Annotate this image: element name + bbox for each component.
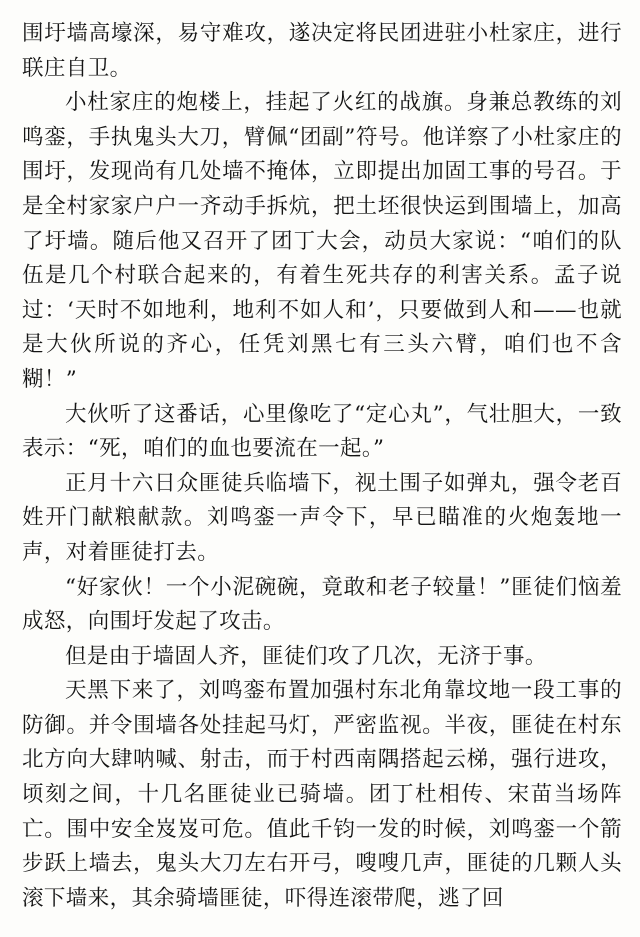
paragraph-night-defense: 天黑下来了，刘鸣銮布置加强村东北角靠坟地一段工事的防御。并令围墙各处挂起马灯，严密监视。半夜，匪徒在村东北方向大肆呐喊、射击，而于村西南隅搭起云梯，强行进攻，顷刻之间，十几名匪徒业已骑墙。团丁杜相传、宋苗当场阵亡。围中安全岌岌可危。值此千钧一发的时候，刘鸣銮一个箭步跃上墙去，鬼头大刀左右开弓，嗖嗖几声，匪徒的几颗人头滚下墙来，其余骑墙匪徒，吓得连滚带爬，逃了回 — [22, 678, 622, 911]
body-text — [22, 17, 622, 916]
paragraph-continuation: 围圩墙高壕深，易守难攻，遂决定将民团进驻小杜家庄，进行联庄自卫。 — [22, 21, 622, 81]
paragraph-bandit-quote: “好家伙！一个小泥碗碗，竟敢和老子较量！”匪徒们恼羞成怒，向围圩发起了攻击。 — [22, 574, 622, 635]
paragraph-attack-fails: 但是由于墙固人齐，匪徒们攻了几次，无济于事。 — [65, 643, 547, 669]
paragraph-crowd-response: 大伙听了这番话，心里像吃了“定心丸”，气壮胆大，一致表示：“死，咱们的血也要流在一起。” — [22, 401, 622, 462]
paragraph-bandits-arrive: 正月十六日众匪徒兵临墙下，视土围子如弹丸，强令老百姓开门献粮献款。刘鸣銮一声令下，早已瞄准的火炮轰地一声，对着匪徒打去。 — [22, 470, 622, 565]
paragraph-battle-flag: 小杜家庄的炮楼上，挂起了火红的战旗。身兼总教练的刘鸣銮，手执鬼头大刀，臂佩“团副”符号。他详察了小杜家庄的围圩，发现尚有几处墙不掩体，立即提出加固工事的号召。于是全村家家户户一齐动手拆炕，把土坯很快运到围墙上，加高了圩墙。随后他又召开了团丁大会，动员大家说：“咱们的队伍是几个村联合起来的，有着生死共存的利害关系。孟子说过：‘天时不如地利，地利不如人和’，只要做到人和——也就是大伙所说的齐心，任凭刘黑七有三头六臂，咱们也不含糊！” — [22, 90, 622, 392]
